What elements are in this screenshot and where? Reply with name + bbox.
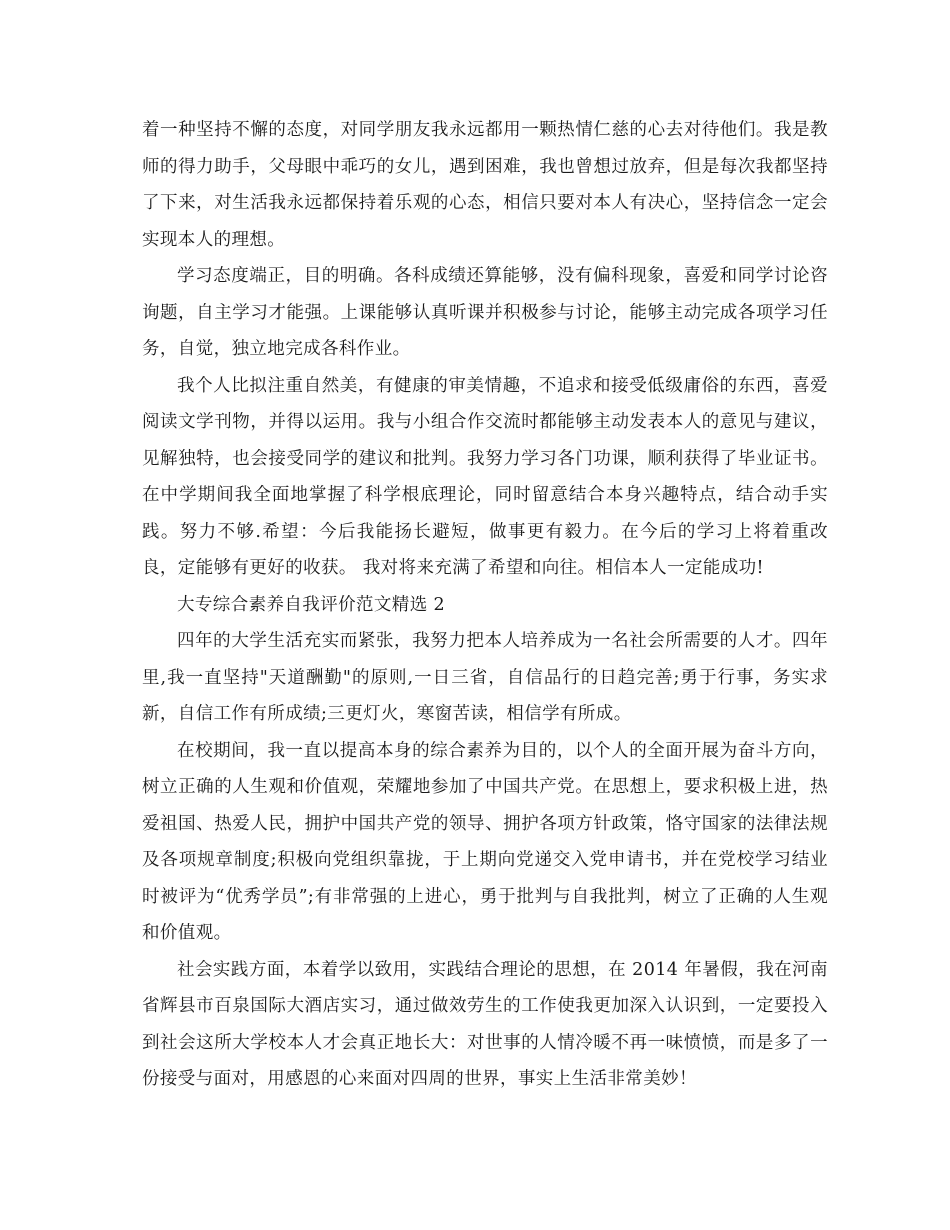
section-heading: 大专综合素养自我评价范文精选 2 <box>177 594 446 615</box>
paragraph-study-attitude: 学习态度端正，目的明确。各科成绩还算能够，没有偏科现象，喜爱和同学讨论咨询题，自主学习才能强。上课能够认真听课并积极参与讨论，能够主动完成各项学习任务，自觉，独立地完成各科作业。 <box>142 266 828 359</box>
paragraph-school-period: 在校期间，我一直以提高本身的综合素养为目的，以个人的全面开展为奋斗方向，树立正确的人生观和价值观，荣耀地参加了中国共产党。在思想上，要求积极上进，热爱祖国、热爱人民，拥护中国共产党的领导、拥护各项方针政策，恪守国家的法律法规及各项规章制度;积极向党组织靠拢，于上期向党递交入党申请书，并在党校学习结业时被评为“优秀学员”;有非常强的上进心，勇于批判与自我批判，树立了正确的人生观和价值观。 <box>142 740 828 943</box>
document-body <box>142 112 828 1098</box>
paragraph-continuation: 着一种坚持不懈的态度，对同学朋友我永远都用一颗热情仁慈的心去对待他们。我是教师的得力助手，父母眼中乖巧的女儿，遇到困难，我也曾想过放弃，但是每次我都坚持了下来，对生活我永远都保持着乐观的心态，相信只要对本人有决心，坚持信念一定会实现本人的理想。 <box>142 120 828 250</box>
paragraph-aesthetics: 我个人比拟注重自然美，有健康的审美情趣，不追求和接受低级庸俗的东西，喜爱阅读文学刊物，并得以运用。我与小组合作交流时都能够主动发表本人的意见与建议，见解独特，也会接受同学的建议和批判。我努力学习各门功课，顺利获得了毕业证书。在中学期间我全面地掌握了科学根底理论，同时留意结合本身兴趣特点，结合动手实践。努力不够.希望：今后我能扬长避短，做事更有毅力。在今后的学习上将着重改良，定能够有更好的收获。 我对将来充满了希望和向往。相信本人一定能成功! <box>142 375 828 578</box>
paragraph-social-practice: 社会实践方面，本着学以致用，实践结合理论的思想，在 2014 年暑假，我在河南省辉县市百泉国际大酒店实习，通过做效劳生的工作使我更加深入认识到，一定要投入到社会这所大学校本人才会真正地长大：对世事的人情冷暖不再一味愤愤，而是多了一份接受与面对，用感恩的心来面对四周的世界，事实上生活非常美妙！ <box>142 959 828 1089</box>
paragraph-university-life: 四年的大学生活充实而紧张，我努力把本人培养成为一名社会所需要的人才。四年里,我一直坚持"天道酬勤"的原则,一日三省，自信品行的日趋完善;勇于行事，务实求新，自信工作有所成绩;三更灯火，寒窗苦读，相信学有所成。 <box>142 631 828 724</box>
